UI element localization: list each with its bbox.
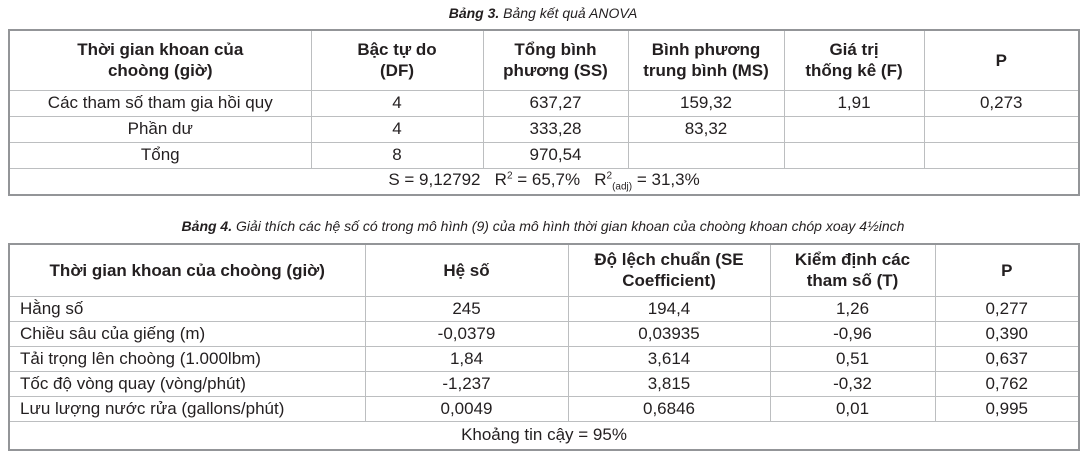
table3-cell: 4 — [311, 90, 483, 116]
table3-header-ss: Tổng bình phương (SS) — [483, 30, 628, 90]
table3-cell: 333,28 — [483, 116, 628, 142]
table4-cell: 245 — [365, 296, 568, 321]
table4-cell: 0,51 — [770, 346, 935, 371]
table4-cell: 0,762 — [935, 371, 1079, 396]
table4-caption — [0, 218, 1086, 234]
table4-cell: 0,637 — [935, 346, 1079, 371]
table3-header-row — [9, 30, 1079, 90]
table-row — [9, 371, 1079, 396]
table-row — [9, 116, 1079, 142]
table3-cell: 8 — [311, 142, 483, 168]
coefficients-table — [8, 243, 1080, 451]
table3-footer-r2adj: $R^2_{(adj)} = 31,3\%$ — [594, 170, 700, 193]
table3-header-p: P — [924, 30, 1079, 90]
table4-cell: 1,84 — [365, 346, 568, 371]
table4-cell: Lưu lượng nước rửa (gallons/phút) — [9, 396, 365, 421]
table4-caption-title: Giải thích các hệ số có trong mô hình (9) của mô hình thời gian khoan của choòng khoan chóp xoay 4½inch — [232, 218, 905, 234]
table3-header-f: Giá trị thống kê (F) — [784, 30, 924, 90]
table4-cell: 0,390 — [935, 321, 1079, 346]
table4-cell: -0,32 — [770, 371, 935, 396]
table3-footer-s: S = 9,12792 — [388, 170, 481, 190]
table3-cell: Các tham số tham gia hồi quy — [9, 90, 311, 116]
table4-cell: -1,237 — [365, 371, 568, 396]
table4-header-se: Độ lệch chuẩn (SE Coefficient) — [568, 244, 770, 296]
table-row — [9, 396, 1079, 421]
table4-cell: 0,6846 — [568, 396, 770, 421]
anova-table — [8, 29, 1080, 196]
table3-caption — [0, 5, 1086, 21]
table4-cell: 0,0049 — [365, 396, 568, 421]
table4-cell: 194,4 — [568, 296, 770, 321]
table4-cell: Tải trọng lên choòng (1.000lbm) — [9, 346, 365, 371]
table3-header-ms: Bình phương trung bình (MS) — [628, 30, 784, 90]
table3-cell: 159,32 — [628, 90, 784, 116]
table4-cell: Hằng số — [9, 296, 365, 321]
table3-cell — [784, 116, 924, 142]
table4-cell: 0,995 — [935, 396, 1079, 421]
table3-cell: 637,27 — [483, 90, 628, 116]
table3-cell: Phần dư — [9, 116, 311, 142]
table4-caption-number: Bảng 4. — [181, 218, 233, 234]
table3-cell — [628, 142, 784, 168]
table-row — [9, 142, 1079, 168]
table3-cell — [784, 142, 924, 168]
table3-cell — [924, 116, 1079, 142]
table3-cell: Tổng — [9, 142, 311, 168]
table-row — [9, 321, 1079, 346]
table3-header-time: Thời gian khoan của choòng (giờ) — [9, 30, 311, 90]
table3-cell: 83,32 — [628, 116, 784, 142]
table4-cell: 3,614 — [568, 346, 770, 371]
table3-cell: 1,91 — [784, 90, 924, 116]
table-row — [9, 296, 1079, 321]
table4-footer: Khoảng tin cậy = 95% — [9, 421, 1079, 450]
table3-header-df: Bậc tự do (DF) — [311, 30, 483, 90]
table3-footer — [9, 168, 1079, 195]
table4-cell: -0,96 — [770, 321, 935, 346]
table4-cell: 0,03935 — [568, 321, 770, 346]
table3-cell: 970,54 — [483, 142, 628, 168]
table3-footer-r2: $R^2 = 65,7\%$ — [494, 170, 581, 190]
table4-cell: 0,01 — [770, 396, 935, 421]
table3-caption-title: Bảng kết quả ANOVA — [499, 5, 638, 21]
table4-header-t: Kiểm định các tham số (T) — [770, 244, 935, 296]
table-row — [9, 90, 1079, 116]
table4-header-p: P — [935, 244, 1079, 296]
table4-cell: Chiều sâu của giếng (m) — [9, 321, 365, 346]
table4-header-time: Thời gian khoan của choòng (giờ) — [9, 244, 365, 296]
table4-cell: 1,26 — [770, 296, 935, 321]
table3-caption-number: Bảng 3. — [448, 5, 500, 21]
table-row — [9, 346, 1079, 371]
table4-cell: -0,0379 — [365, 321, 568, 346]
table3-cell: 0,273 — [924, 90, 1079, 116]
table3-cell — [924, 142, 1079, 168]
table3-footer-row — [9, 168, 1079, 195]
table3-cell: 4 — [311, 116, 483, 142]
table4-header-coef: Hệ số — [365, 244, 568, 296]
table4-cell: Tốc độ vòng quay (vòng/phút) — [9, 371, 365, 396]
table4-header-row — [9, 244, 1079, 296]
table4-cell: 3,815 — [568, 371, 770, 396]
table4-footer-row — [9, 421, 1079, 450]
table4-cell: 0,277 — [935, 296, 1079, 321]
